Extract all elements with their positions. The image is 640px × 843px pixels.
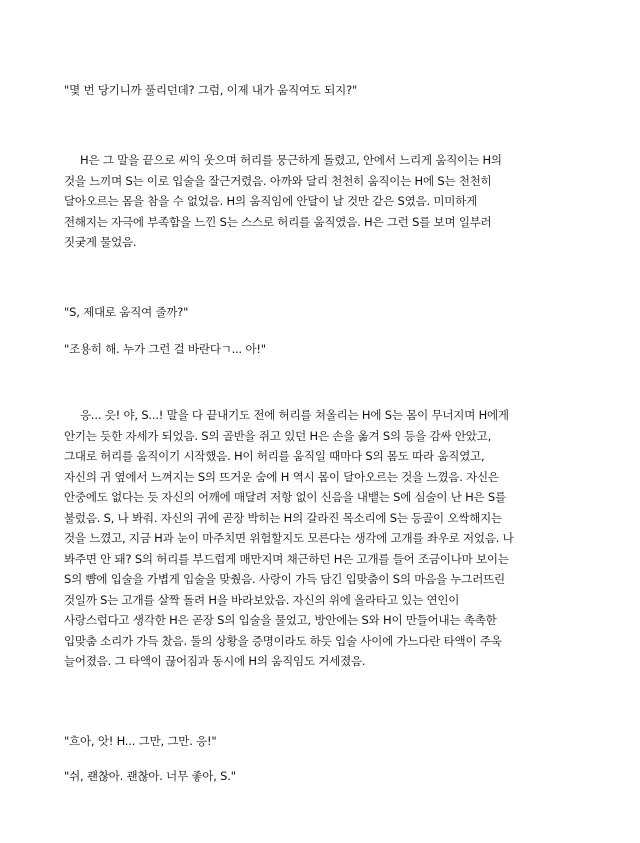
paragraph-2-line: 것일까 S는 고개를 살짝 돌려 H을 바라보았음. 자신의 위에 올라타고 있는 연인이 — [64, 592, 460, 607]
paragraph-1-line: 것을 느끼며 S는 이로 입술을 잘근거렸음. 아까와 달리 천천히 움직이는 H에 S는 천천히 — [64, 173, 492, 188]
dialogue-line-5: "쉬, 괜찮아. 괜찮아. 너무 좋아, S." — [64, 769, 236, 783]
paragraph-2-line: 입맞춤 소리가 가득 찼음. 둘의 상황을 증명이라도 하듯 입술 사이에 가느다란 타액이 주욱 — [64, 633, 502, 648]
paragraph-1-line: 전해지는 자극에 부족함을 느낀 S는 스스로 허리를 움직였음. H은 그런 S를 보며 일부러 — [64, 214, 492, 229]
paragraph-2-line: 안기는 듯한 자세가 되었음. S의 골반을 쥐고 있던 H은 손을 옮겨 S의 등을 감싸 안았고, — [64, 428, 492, 443]
paragraph-1-line: H은 그 말을 끝으로 씨익 웃으며 허리를 뭉근하게 돌렸고, 안에서 느리게 움직이는 H의 — [80, 153, 502, 167]
paragraph-2-line: 봐주면 안 돼? S의 허리를 부드럽게 매만지며 채근하던 H은 고개를 들어 조금이나마 보이는 — [64, 551, 509, 566]
paragraph-1-line: 짓궂게 물었음. — [64, 235, 137, 249]
paragraph-2-line: S의 뺨에 입술을 가볍게 입술을 맞췄음. 사랑이 가득 담긴 입맞춤이 S의 마음을 누그러뜨린 — [64, 572, 505, 586]
narrative-paragraph-1 — [64, 150, 584, 253]
paragraph-2-line: 늘어졌음. 그 타액이 끊어짐과 동시에 H의 움직임도 거세졌음. — [64, 654, 366, 668]
paragraph-2-line: 사랑스럽다고 생각한 H은 곧장 S의 입술을 물었고, 방안에는 S와 H이 만들어내는 촉촉한 — [64, 613, 497, 627]
paragraph-1-line: 달아오르는 몸을 참을 수 없었음. H의 움직임에 안달이 날 것만 같은 S였음. 미미하게 — [64, 194, 478, 208]
paragraph-2-line: 그대로 허리를 움직이기 시작했음. H이 허리를 움직일 때마다 S의 몸도 따라 움직였고, — [64, 449, 485, 463]
paragraph-2-line: 것을 느꼈고, 지금 H과 눈이 마주치면 위험할지도 모른다는 생각에 고개를 좌우로 저었음. 나 — [64, 531, 514, 545]
narrative-paragraph-2 — [64, 405, 584, 672]
paragraph-2-line: 자신의 귀 옆에서 느껴지는 S의 뜨거운 숨에 H 역시 몸이 달아오르는 것을 느꼈음. 자신은 — [64, 469, 499, 484]
dialogue-line-3: "조용히 해. 누가 그런 걸 바란다ㄱ... 아!" — [64, 342, 266, 356]
dialogue-line-4: "흐아, 앗! H... 그만, 그만. 응!" — [64, 734, 217, 748]
paragraph-2-line: 응... 읏! 야, S...! 말을 다 끝내기도 전에 허리를 쳐올리는 H에 S는 몸이 무너지며 H에게 — [80, 408, 509, 422]
dialogue-line-1: "몇 번 당기니까 풀리던데? 그럼, 이제 내가 움직여도 되지?" — [64, 83, 358, 97]
dialogue-line-2: "S, 제대로 움직여 줄까?" — [64, 305, 189, 319]
paragraph-2-line: 불렀음. S, 나 봐줘. 자신의 귀에 곧장 박히는 H의 갈라진 목소리에 S는 등골이 오싹해지는 — [64, 510, 502, 525]
paragraph-2-line: 안중에도 없다는 듯 자신의 어깨에 매달려 저항 없이 신음을 내뱉는 S에 심술이 난 H은 S를 — [64, 490, 506, 504]
